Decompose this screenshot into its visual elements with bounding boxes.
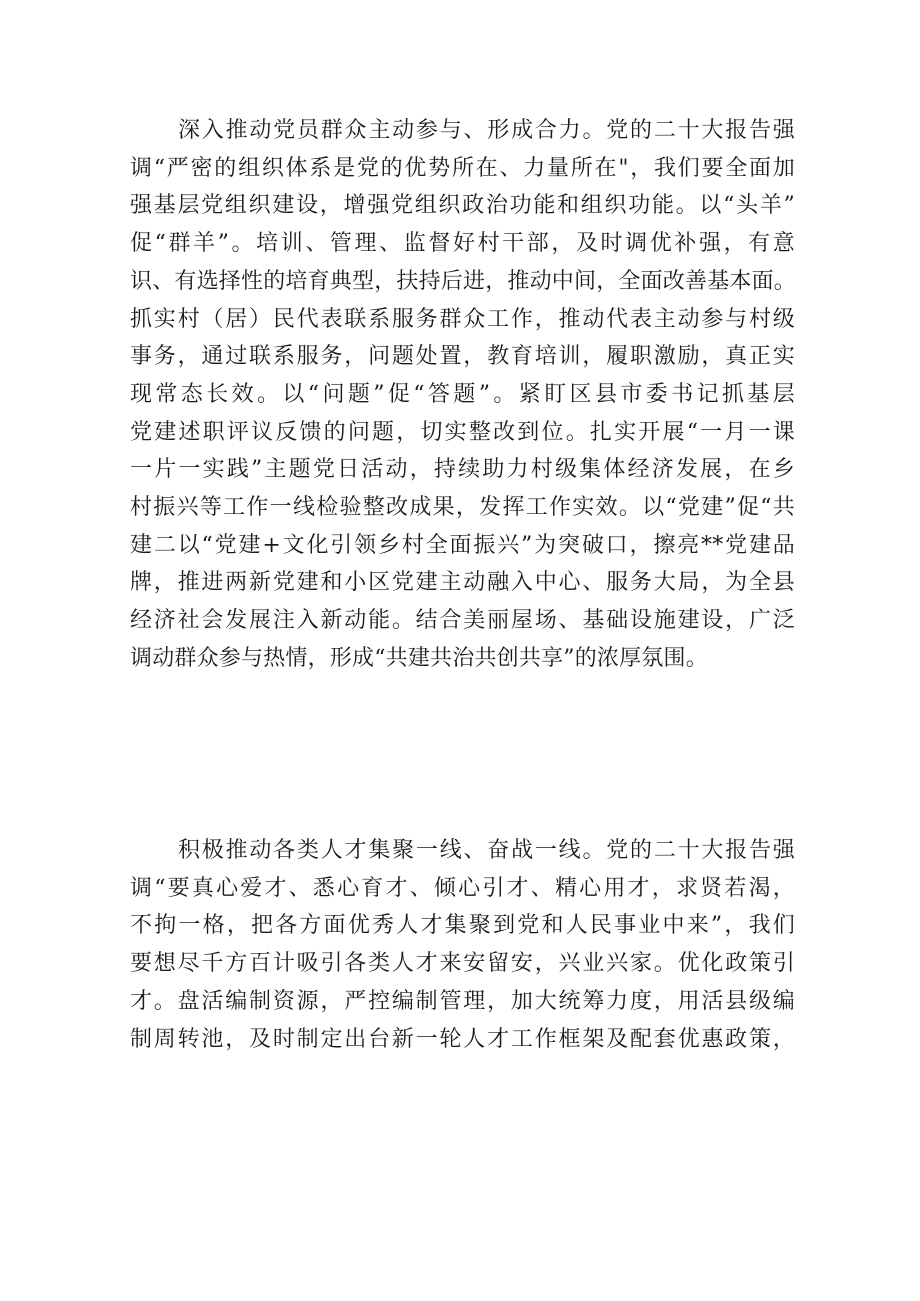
paragraph-party-members-participation	[130, 112, 795, 678]
text-line: 事务，通过联系服务，问题处置，教育培训，履职激励，真正实	[130, 344, 795, 370]
text-line: 识、有选择性的培育典型，扶持后进，推动中间，全面改善基本面。	[130, 268, 797, 294]
text-line: 经济社会发展注入新动能。结合美丽屋场、基础设施建设，广泛	[130, 608, 795, 634]
text-line: 要想尽千方百计吸引各类人才来安留安，兴业兴家。优化政策引	[130, 951, 795, 977]
text-line: 制周转池，及时制定出台新一轮人才工作框架及配套优惠政策，	[130, 1026, 795, 1052]
text-line: 党建述职评议反馈的问题，切实整改到位。扎实开展“一月一课	[130, 419, 795, 445]
text-line: 建二以“党建+文化引领乡村全面振兴”为突破口，擦亮**党建品	[130, 532, 795, 558]
text-line: 抓实村（居）民代表联系服务群众工作，推动代表主动参与村级	[130, 306, 795, 332]
text-line: 积极推动各类人才集聚一线、奋战一线。党的二十大报告强	[178, 838, 795, 863]
paragraph-talent-gathering	[130, 832, 795, 1058]
text-line: 促“群羊”。培训、管理、监督好村干部，及时调优补强，有意	[130, 231, 795, 257]
text-line: 不拘一格，把各方面优秀人才集聚到党和人民事业中来”，我们	[130, 913, 795, 939]
text-line: 一片一实践”主题党日活动，持续助力村级集体经济发展，在乡	[130, 457, 795, 483]
text-line: 才。盘活编制资源，严控编制管理，加大统筹力度，用活县级编	[130, 988, 795, 1014]
text-line: 调“要真心爱才、悉心育才、倾心引才、精心用才，求贤若渴，	[130, 875, 795, 901]
text-line: 调“严密的组织体系是党的优势所在、力量所在"，我们要全面加	[130, 155, 795, 181]
text-line: 村振兴等工作一线检验整改成果，发挥工作实效。以“党建”促“共	[130, 495, 795, 521]
text-line: 深入推动党员群众主动参与、形成合力。党的二十大报告强	[178, 118, 795, 143]
text-line: 调动群众参与热情，形成“共建共治共创共享”的浓厚氛围。	[130, 645, 708, 671]
text-line: 强基层党组织建设，增强党组织政治功能和组织功能。以“头羊”	[130, 193, 795, 219]
text-line: 现常态长效。以“问题”促“答题”。紧盯区县市委书记抓基层	[130, 381, 795, 407]
text-line: 牌，推进两新党建和小区党建主动融入中心、服务大局，为全县	[130, 570, 795, 596]
